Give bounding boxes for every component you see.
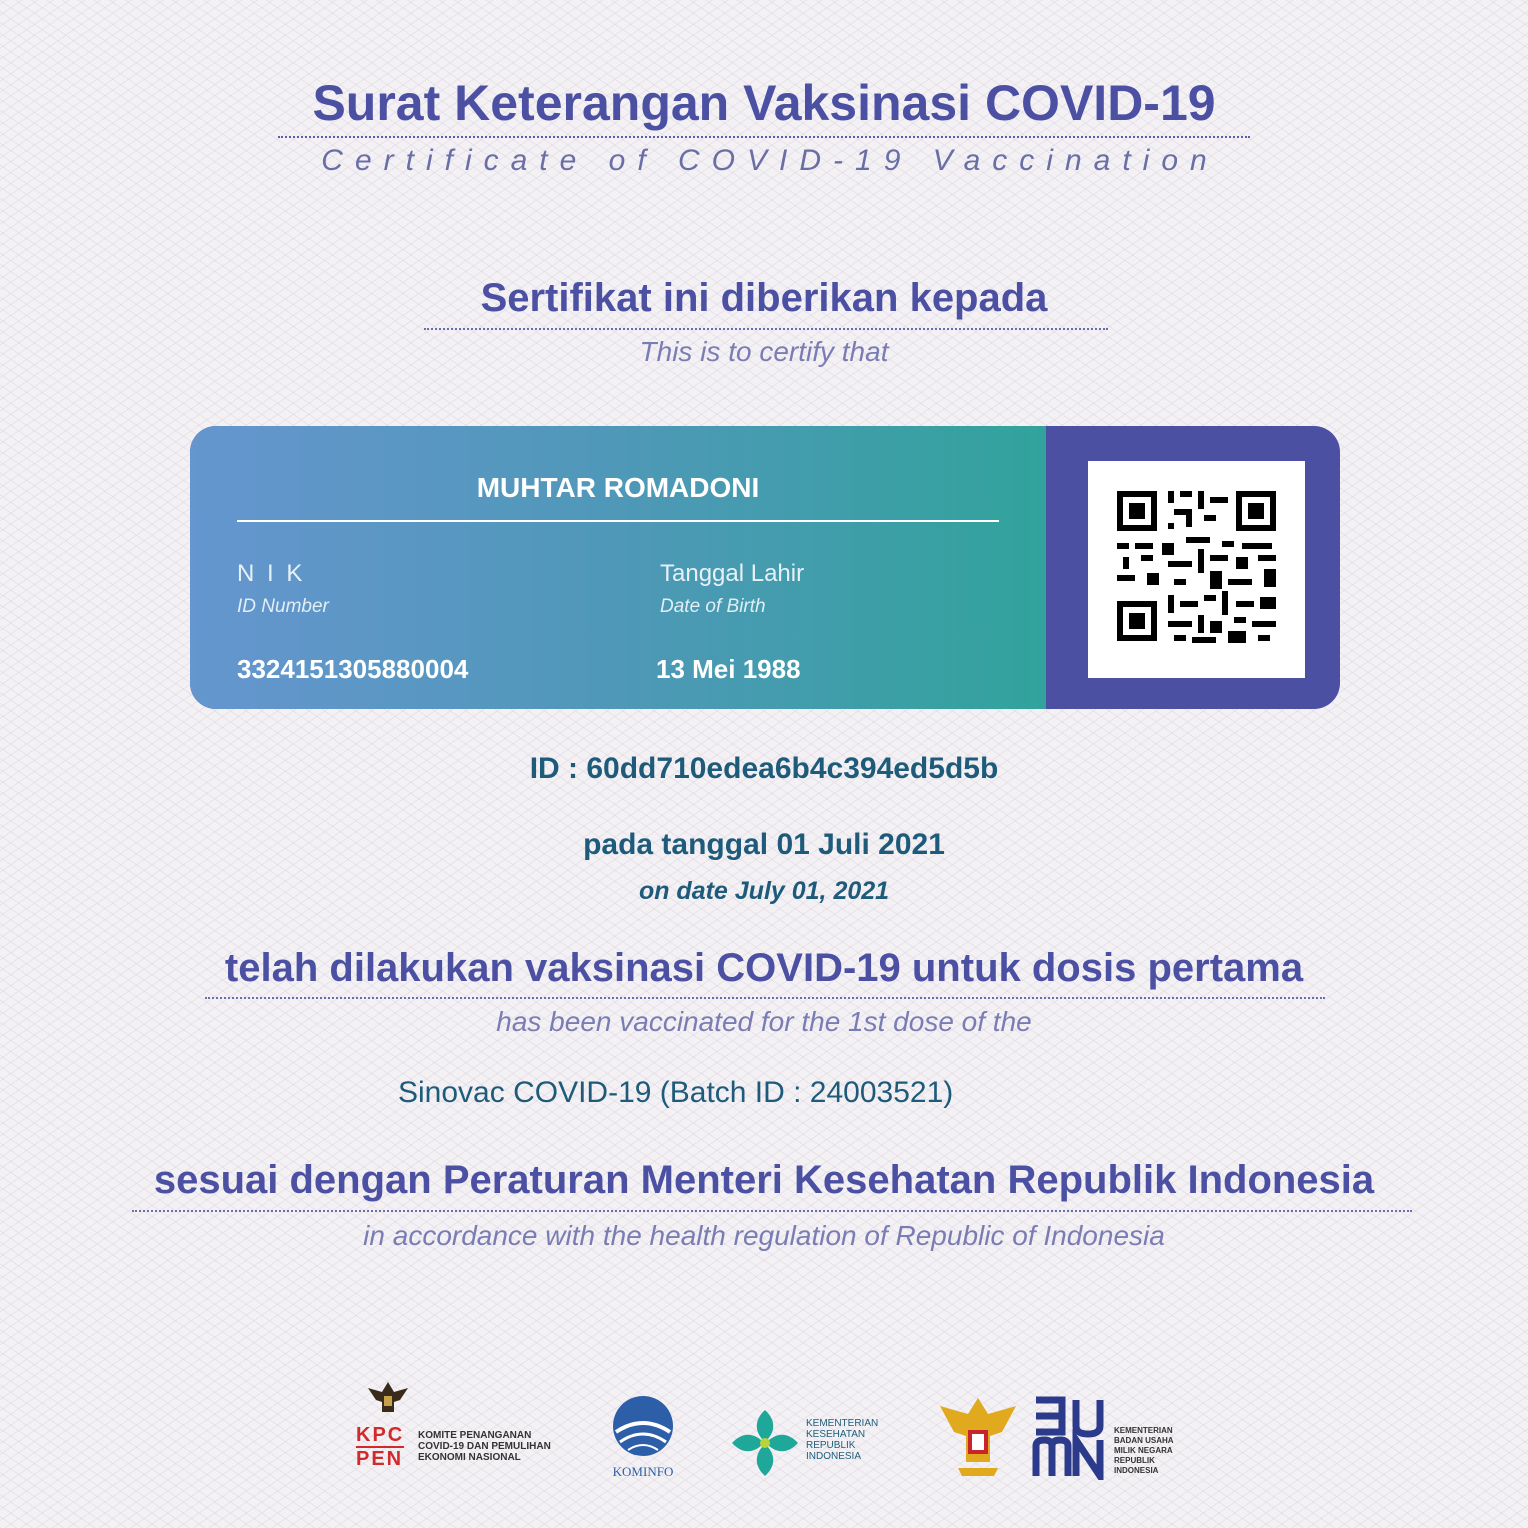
vaccine-info: Sinovac COVID-19 (Batch ID : 24003521)	[398, 1076, 954, 1109]
qr-code	[1088, 461, 1305, 678]
bumn-text-line: BADAN USAHA	[1114, 1436, 1174, 1445]
kpcpen-text-line: EKONOMI NASIONAL	[418, 1452, 521, 1463]
certificate-id: ID : 60dd710edea6b4c394ed5d5b	[529, 752, 999, 785]
nik-sublabel: ID Number	[237, 596, 329, 617]
recipient-card	[190, 426, 1340, 709]
dose-subtitle: has been vaccinated for the 1st dose of the	[496, 1006, 1032, 1037]
dob-label: Tanggal Lahir	[660, 560, 805, 587]
certify-divider	[424, 328, 1108, 330]
bumn-text-line: INDONESIA	[1114, 1466, 1159, 1475]
bumn-text-line: REPUBLIK	[1114, 1456, 1155, 1465]
certificate-title: Surat Keterangan Vaksinasi COVID-19	[312, 75, 1216, 131]
vaccination-date: pada tanggal 01 Juli 2021	[583, 828, 945, 861]
kpcpen-text-line: COVID-19 DAN PEMULIHAN	[418, 1441, 551, 1452]
kpcpen-text-line: KOMITE PENANGANAN	[418, 1430, 532, 1441]
kemenkes-logo	[728, 1406, 802, 1480]
certificate-subtitle: Certificate of COVID-19 Vaccination	[321, 144, 1219, 177]
kpcpen-mark	[356, 1424, 404, 1470]
dob-value: 13 Mei 1988	[656, 654, 801, 684]
name-divider	[237, 520, 999, 522]
regulation-divider	[132, 1210, 1412, 1212]
garuda-emblem-icon	[364, 1378, 412, 1418]
kominfo-logo-icon	[598, 1392, 688, 1462]
kpcpen-text	[418, 1430, 551, 1463]
qr-code-icon	[1088, 461, 1305, 678]
kpcpen-mark-top: KPC	[356, 1424, 405, 1446]
kpcpen-mark-bottom: PEN	[356, 1448, 404, 1470]
certify-subtitle: This is to certify that	[639, 336, 889, 367]
nik-label: N I K	[237, 560, 306, 587]
garuda-logo	[936, 1392, 1020, 1480]
kemenkes-logo-icon	[728, 1406, 802, 1480]
kominfo-logo	[598, 1392, 688, 1484]
bumn-logo	[1032, 1394, 1108, 1480]
kemenkes-text-line: KEMENTERIAN	[806, 1418, 879, 1429]
bumn-text-line: MILIK NEGARA	[1114, 1446, 1173, 1455]
recipient-details	[190, 426, 1046, 709]
nik-value: 3324151305880004	[237, 654, 469, 684]
recipient-name: MUHTAR ROMADONI	[476, 472, 760, 503]
bumn-text	[1114, 1426, 1174, 1476]
kemenkes-text-line: REPUBLIK	[806, 1440, 856, 1451]
regulation-subtitle: in accordance with the health regulation of Republic of Indonesia	[363, 1220, 1165, 1251]
kemenkes-text	[806, 1418, 878, 1462]
title-divider	[278, 136, 1250, 138]
dose-title: telah dilakukan vaksinasi COVID-19 untuk dosis pertama	[224, 946, 1304, 990]
garuda-emblem-icon	[936, 1392, 1020, 1480]
bumn-text-line: KEMENTERIAN	[1114, 1426, 1173, 1435]
bumn-logo-icon	[1032, 1394, 1108, 1480]
dose-divider	[205, 997, 1325, 999]
regulation-title: sesuai dengan Peraturan Menteri Kesehatan Republik Indonesia	[153, 1158, 1375, 1202]
certify-title: Sertifikat ini diberikan kepada	[480, 276, 1048, 320]
dob-sublabel: Date of Birth	[660, 596, 766, 617]
kemenkes-text-line: KESEHATAN	[806, 1429, 866, 1440]
kemenkes-text-line: INDONESIA	[806, 1451, 862, 1462]
kpcpen-logo	[356, 1378, 418, 1478]
vaccination-date-en: on date July 01, 2021	[638, 877, 890, 905]
kominfo-text: KOMINFO	[612, 1464, 674, 1479]
